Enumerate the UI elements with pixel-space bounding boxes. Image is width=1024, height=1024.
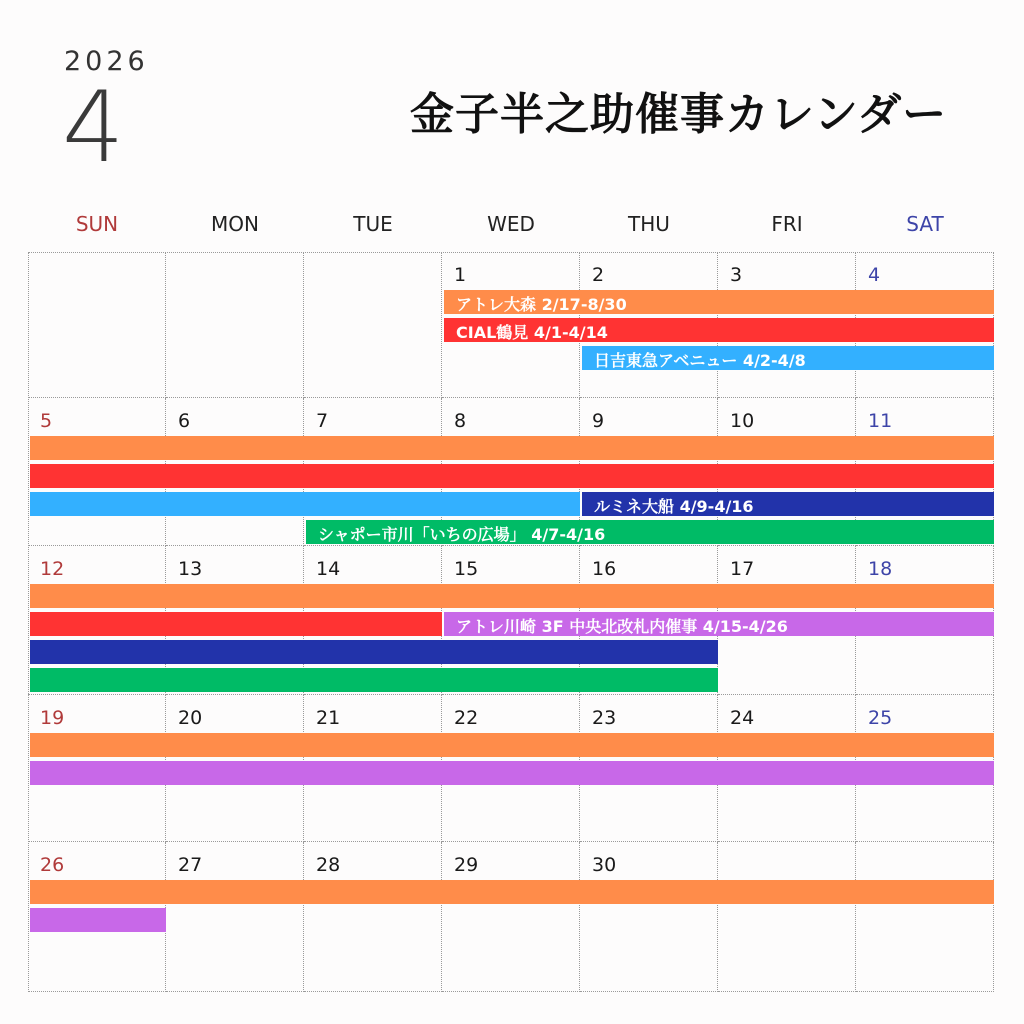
event-bar[interactable] bbox=[30, 761, 994, 785]
event-bar[interactable] bbox=[30, 640, 718, 664]
event-bar-cial-tsurumi[interactable] bbox=[444, 318, 994, 342]
day-number: 12 bbox=[40, 558, 65, 580]
event-bar[interactable] bbox=[30, 584, 994, 608]
day-number: 19 bbox=[40, 707, 65, 729]
weekday-wed: WED bbox=[487, 212, 535, 236]
day-number: 15 bbox=[454, 558, 479, 580]
weekday-tue: TUE bbox=[353, 212, 393, 236]
day-number: 24 bbox=[730, 707, 755, 729]
weekday-fri: FRI bbox=[771, 212, 803, 236]
event-label: ルミネ大船 4/9-4/16 bbox=[594, 497, 754, 516]
event-bar[interactable] bbox=[30, 436, 994, 460]
event-bar-lumine-ofuna[interactable] bbox=[582, 492, 994, 516]
day-number: 9 bbox=[592, 410, 605, 432]
day-number: 6 bbox=[178, 410, 191, 432]
month-number: 4 bbox=[62, 71, 125, 185]
event-bar-atre-kawasaki[interactable] bbox=[444, 612, 994, 636]
day-number: 1 bbox=[454, 264, 467, 286]
event-label: アトレ大森 2/17-8/30 bbox=[456, 295, 627, 314]
day-number: 27 bbox=[178, 854, 203, 876]
calendar-grid bbox=[28, 252, 994, 992]
day-number: 21 bbox=[316, 707, 341, 729]
day-cell[interactable] bbox=[28, 252, 166, 398]
day-number: 2 bbox=[592, 264, 605, 286]
day-cell[interactable] bbox=[718, 842, 856, 992]
day-number: 17 bbox=[730, 558, 755, 580]
weekday-mon: MON bbox=[211, 212, 259, 236]
event-bar[interactable] bbox=[30, 908, 166, 932]
day-number: 16 bbox=[592, 558, 617, 580]
day-number: 26 bbox=[40, 854, 65, 876]
day-number: 25 bbox=[868, 707, 893, 729]
day-cell[interactable] bbox=[856, 842, 994, 992]
year-label: 2026 bbox=[64, 46, 149, 77]
day-number: 30 bbox=[592, 854, 617, 876]
day-number: 7 bbox=[316, 410, 329, 432]
day-number: 23 bbox=[592, 707, 617, 729]
event-label: 日吉東急アベニュー 4/2-4/8 bbox=[594, 351, 806, 370]
day-number: 5 bbox=[40, 410, 53, 432]
event-bar[interactable] bbox=[30, 492, 580, 516]
event-label: アトレ川崎 3F 中央北改札内催事 4/15-4/26 bbox=[456, 617, 788, 636]
day-number: 3 bbox=[730, 264, 743, 286]
day-number: 14 bbox=[316, 558, 341, 580]
weekday-sat: SAT bbox=[906, 212, 944, 236]
day-number: 8 bbox=[454, 410, 467, 432]
event-bar-hiyoshi[interactable] bbox=[582, 346, 994, 370]
day-number: 11 bbox=[868, 410, 893, 432]
day-number: 13 bbox=[178, 558, 203, 580]
day-number: 29 bbox=[454, 854, 479, 876]
day-cell[interactable] bbox=[304, 252, 442, 398]
day-number: 22 bbox=[454, 707, 479, 729]
weekday-sun: SUN bbox=[75, 212, 119, 236]
event-bar[interactable] bbox=[30, 464, 994, 488]
event-bar[interactable] bbox=[30, 612, 442, 636]
event-bar[interactable] bbox=[30, 733, 994, 757]
event-label: CIAL鶴見 4/1-4/14 bbox=[456, 323, 608, 342]
weekday-thu: THU bbox=[628, 212, 670, 236]
event-bar[interactable] bbox=[30, 668, 718, 692]
day-number: 4 bbox=[868, 264, 881, 286]
event-label: シャポー市川「いちの広場」 4/7-4/16 bbox=[318, 525, 606, 544]
day-number: 10 bbox=[730, 410, 755, 432]
event-bar[interactable] bbox=[30, 880, 994, 904]
day-number: 18 bbox=[868, 558, 893, 580]
day-number: 28 bbox=[316, 854, 341, 876]
event-bar-shapo-ichikawa[interactable] bbox=[306, 520, 994, 544]
day-cell[interactable] bbox=[166, 252, 304, 398]
day-number: 20 bbox=[178, 707, 203, 729]
event-bar-atre-omori[interactable] bbox=[444, 290, 994, 314]
calendar-title: 金子半之助催事カレンダー bbox=[410, 89, 948, 140]
